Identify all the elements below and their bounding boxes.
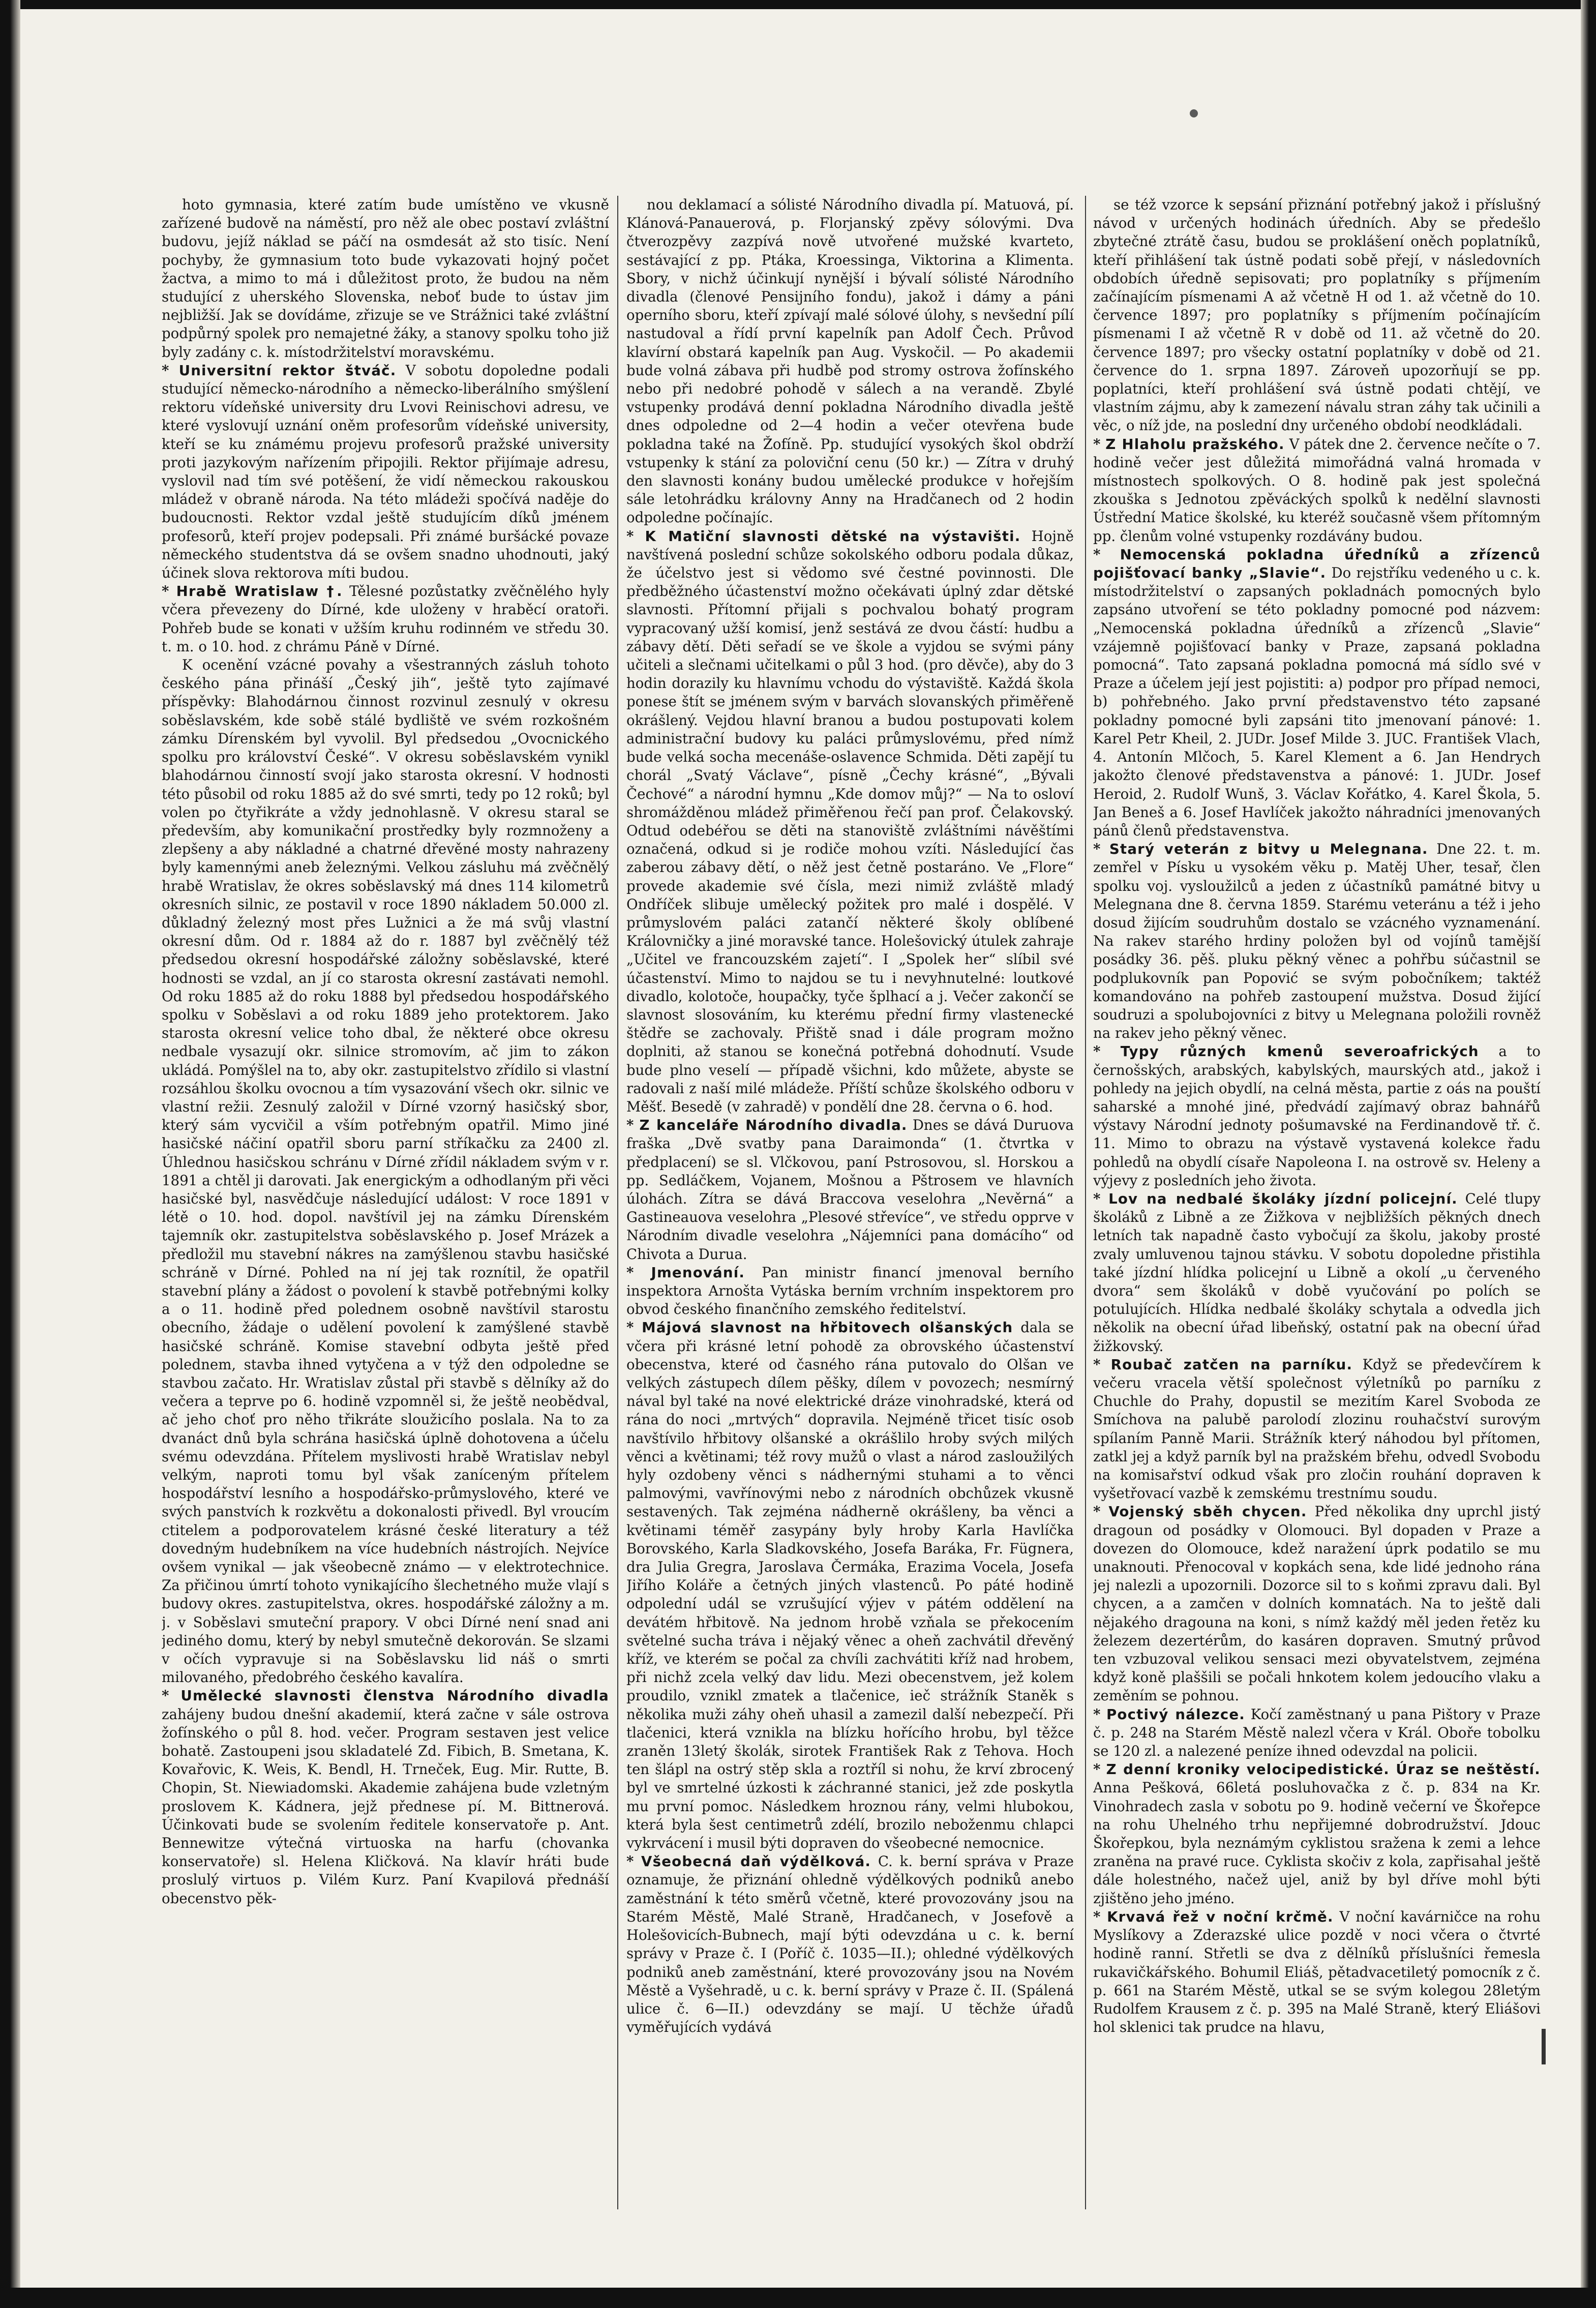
news-body: a to černošských, arabských, kabylských, maurských atd., jakož i pohledy na jejich obydlí, na celná města, partie z oás na pouští saharské a mnohé jiné, předvádí zajímavý obraz bahnářů výstavy Národní jednoty pošumavské na Ferdinandově tř. č. 11. Mimo to obrazu na výstavě vystavená kolekce řadu pohledů na obydlí císaře Napoleona I. na ostrově sv. Heleny a výjevy z posledních jeho života.: [1093, 1043, 1541, 1189]
news-headline: K Matiční slavnosti dětské na výstavišti.: [645, 527, 1021, 545]
news-headline: Umělecké slavnosti členstva Národního divadla: [180, 1687, 609, 1704]
news-headline: Starý veterán z bitvy u Melegnana.: [1109, 841, 1428, 858]
paragraph: hoto gymnasia, které zatím bude umístěno ve vkusně zařízené budově na náměstí, pro něž ale obec postaví zvláštní budovu, jejíž náklad se páčí na osmdesát až sto tisíc. Není pochyby, že gymnasium toto bude vykazovati hojný počet žactva, a mimo to má i důležitost proto, že budou na něm studující z uherského Slovenska, neboť bude to ústav jim nejbližší. Jak se dovídáme, zřizuje se ve Strážnici také zvláštní podpůrný spolek pro nemajetné žáky, a stanovy spolku toho již byly zadány c. k. místodržitelství moravskému.: [162, 196, 609, 361]
text-column-right: [1093, 196, 1541, 2209]
news-headline: Hrabě Wratislaw †.: [176, 583, 343, 600]
news-item: [626, 1852, 1074, 2036]
news-item: [626, 1318, 1074, 1852]
news-headline: Poctivý nálezce.: [1106, 1705, 1245, 1723]
news-headline: Z Hlaholu pražského.: [1105, 435, 1285, 453]
margin-mark: [1542, 2029, 1546, 2064]
news-item: [1093, 840, 1541, 1042]
news-item: [626, 1264, 1074, 1319]
paragraph: nou deklamací a sólisté Národního divadla pí. Matuová, pí. Klánová-Panauerová, p. Florjanský zpěvy sólovými. Dva čtverozpěvy zazpívá nově utvořené mužské kvarteto, sestávající z pp. Ptáka, Kroessinga, Viktorina a Klimenta. Sbory, v nichž účinkují nynější i bývalí sólisté Národního divadla (členové Pensijního fondu), jakož i dámy a páni operního sboru, kteří zpívají malé sólové úlohy, s nevšední pílí nastudoval a řídí první kapelník pan Adolf Čech. Průvod klavírní obstará kapelník pan Aug. Vyskočil. — Po akademii bude volná zábava při hudbě pod stromy ostrova žofínského nebo při nedobré pohodě v sálech a na verandě. Zbylé vstupenky prodává denní pokladna Národního divadla ještě dnes odpoledne od 2—4 hodin a večer otevřena bude pokladna také na Žofíně. Pp. studující vysokých škol obdrží vstupenky k stání za poloviční cenu (50 kr.) — Zítra v druhý den slavnosti konány budou umělecké produkce v hořejším sále letohrádku královny Anny na Hradčanech od 2 hodin odpoledne počínajíc.: [626, 196, 1074, 526]
news-body: Dne 22. t. m. zemřel v Písku u vysokém věku p. Matěj Uher, tesař, člen spolku voj. vysloužilců a jeden z účastníků památné bitvy u Melegnana dne 8. června 1859. Starému veteránu a též i jeho dosud žijícím soudruhům dostalo se vzácného vyznamenání. Na rakev starého hrdiny položen byl od vojínů tamější posádky 36. pěš. pluku pěkný věnec a pohřbu súčastnil se podplukovník pan Popović se svým pobočníkem; taktéž komandováno na pohřeb zastoupení mužstva. Dosud žijící soudruzi a spolubojovníci z bitvy u Melegnana položili rovněž na rakev jeho pěkný věnec.: [1093, 841, 1541, 1042]
asterisk-marker: *: [626, 1264, 651, 1281]
news-body: dala se včera při krásné letní pohodě za obrovského účastenství obecenstva, které od časného rána putovalo do Olšan ve velkých zástupech dílem pěšky, dílem v povozech; nesmírný nával byl také na nové elektrické dráze vinohradské, která od rána do noci „mrtvých“ dopravila. Nejméně třicet tisíc osob navštívilo hřbitovy olšanské a okrášlilo hroby svých milých věnci a květinami; též rovy mužů o vlast a národ zasloužilých hyly ozdobeny věnci s nádhernými stuhami a to věnci palmovými, vavřínovými nebo z národních obchůzek vkusně sestavených. Tak zejména nádherně okrášleny, ba věnci a květinami téměř zasypány byly hroby Karla Havlíčka Borovského, Karla Sladkovského, Josefa Baráka, Fr. Fügnera, dra Julia Gregra, Jaroslava Čermáka, Erazima Vocela, Josefa Jiřího Koláře a četných jiných vlastenců. Po páté hodině odpolední udál se vzrušující výjev v pátém oddělení na devátém hřbitově. Na jednom hrobě vzňala se překocením světelné sucha tráva i nějaký věnec a oheň zachvátil dřevěný kříž, ve kterém se počal za chvíli zachvátiti kříž nad hrobem, při nichž zcela velký dav lidu. Mezi obecenstvem, jež kolem proudilo, vznikl zmatek a tlačenice, ieč strážník Staněk s několika muži záhy oheň uhasil a zamezil další nebezpečí. Při tlačenici, která vznikla na blízku hořícího hrobu, byl těžce zraněn 13letý školák, sirotek František Rak z Tehova. Hoch ten šlápl na ostrý stěp skla a roztříl si nohu, že krví zbrocený byl ve smrtelné úzkosti k záchranné stanici, jež zde poskytla mu první pomoc. Následkem hroznou rány, velmi hlubokou, která byla šest centimetrů zdélí, brozilo neboženmu chlapci vykrvácení i musil býti dopraven do všeobecné nemocnice.: [626, 1319, 1074, 1852]
text-column-middle: [626, 196, 1074, 2209]
asterisk-marker: *: [1093, 435, 1106, 453]
news-body: Když se předevčírem k večeru vracela větší společnost výletníků po parníku z Chuchle do Prahy, dopustil se mezitím Karel Svoboda ze Smíchova na palubě parolodí zlozinu rouhačství surovým spílaním Panně Marii. Strážník který náhodou byl přítomen, zatkl jej a když parník byl na pražském břehu, odvedl Svobodu na komisařství odkud však pro zločin rouhání dopraven k vyšetřovací vazbě k zemskému trestnímu soudu.: [1093, 1356, 1541, 1502]
asterisk-marker: *: [1093, 1705, 1106, 1723]
asterisk-marker: *: [1093, 1043, 1121, 1060]
news-body: Před několika dny uprchl jistý dragoun od posádky v Olomouci. Byl dopaden v Praze a dovezen do Olomouce, kdež naražení úprk podatilo se mu unaknouti. Přenocoval v kopkách sena, kde lidé jednoho rána jej nalezli a upozornili. Dozorce sil to s koňmi zpravu dali. Byl chycen, a a zamčen v dolních komnatách. Na to ještě dali nějakého dragouna na koni, s nímž každý měl jeden řetěz ku železem dezertérům, do kasáren dopraven. Smutný průvod ten vzbuzoval velikou sensaci mezi obyvatelstvem, zejména když koně plaššili se počali hnkotem kolem jedoucího vlaku a zeměním se pohnou.: [1093, 1503, 1541, 1704]
news-item: [1093, 546, 1541, 840]
news-headline: Vojenský sběh chycen.: [1108, 1503, 1307, 1520]
news-item: [1093, 1760, 1541, 1908]
asterisk-marker: *: [1093, 546, 1120, 563]
news-item: [1093, 1503, 1541, 1705]
asterisk-marker: *: [1093, 1908, 1107, 1925]
asterisk-marker: *: [626, 1319, 642, 1336]
news-body: Tělesné pozůstatky zvěčnělého hyly včera převezeny do Dírné, kde uloženy v hraběcí oratoři. Pohřeb bude se konati v užším kruhu rodinném ve středu 30. t. m. o 10. hod. z chrámu Páně v Dírné.: [162, 583, 609, 655]
news-item: [1093, 1190, 1541, 1356]
asterisk-marker: *: [626, 1117, 640, 1134]
news-body: V noční kavárničce na rohu Myslíkovy a Zderazské ulice pozdě v noci včera o čtvrté hodině ranní. Střetli se dva z dělníků příslušníci řemesla rukavičkářského. Bohumil Eliáš, pětadvacetiletý pomocník z č. p. 661 na Starém Městě, utkal se se svým kolegou 28letým Rudolfem Krausem z č. p. 395 na Malé Straně, který Eliášovi hol sklenici tak prudce na hlavu,: [1093, 1908, 1541, 2036]
news-headline: Z kanceláře Národního divadla.: [639, 1117, 908, 1134]
news-body: Pan ministr financí jmenoval berního inspektora Arnošta Vytáska berním vrchním inspektorem pro obvod českého finančního zemského ředitelství.: [626, 1264, 1074, 1318]
news-item: [1093, 1705, 1541, 1761]
news-item: [1093, 1908, 1541, 2036]
asterisk-marker: *: [1093, 1761, 1106, 1778]
news-item: [1093, 1042, 1541, 1190]
news-body: Anna Pešková, 66letá posluhovačka z č. p. 834 na Kr. Vinohradech zasla v sobotu po 9. hodině večerní ve Škořepce na rohu Uhelného trhu nepřijemné dobrodružství. Jdouc Škořepkou, byla neznámým cyklistou sražena k zemi a lehce zraněna na pravé ruce. Cyklista skočiv z kola, zapřisahal ještě dále holestného, načež ujel, aniž by byl dříve mohl býti zjištěno jeho jméno.: [1093, 1779, 1541, 1907]
news-body: V pátek dne 2. července nečíte o 7. hodině večer jest důležitá mimořádná valná hromada v místnostech spolkových. O 8. hodině pak jest společná zkouška s Jednotou zpěváckých spolků k nedělní slavnosti Ústřední Matice školské, ku kteréž současně všem přítomným pp. členům volné vstupenky rozdávány budou.: [1093, 435, 1541, 545]
news-item: [1093, 435, 1541, 546]
paragraph: se též vzorce k sepsání přiznání potřebný jakož i příslušný návod v určených hodinách úředních. Aby se předešlo zbytečné ztrátě času, budou se proklášení oněch poplatníků, kteří přihlášení tak ústně podati sobě přejí, v následovních obdobích úředně sepisovati; pro poplatníky s příjmením začínajícím písmenami A až včetně H od 1. až včetně do 10. července 1897; pro poplatníky s příjmením počínajícím písmenami I až včetně R v době od 11. až včetně do 20. července 1897; pro všecky ostatní poplatníky v době od 21. července do 1. srpna 1897. Zároveň upozorňují se pp. poplatníci, kteří prohlášení svá ústně podati chtějí, ve vlastním zájmu, aby k zamezení návalu stran záhy tak učinili a věc, o níž jde, na poslední dny určeného období neodkládali.: [1093, 196, 1541, 434]
news-headline: Májová slavnost na hřbitovech olšanských: [642, 1319, 1013, 1336]
scan-border-bottom: [0, 2288, 1596, 2308]
column-rule: [1085, 196, 1086, 2209]
asterisk-marker: *: [1093, 1190, 1109, 1207]
news-body: Do rejstříku vedeného u c. k. místodržitelství o zapsaných pokladnách pomocných bylo zapsáno utvoření se této pokladny pomocné pod názvem: „Nemocenská pokladna úředníků a zřízenců „Slavie“ vzájemně pojišťovací banky v Praze, zapsaná pokladna pomocná“. Tato zapsaná pokladna pomocná má sídlo své v Praze a účelem její jest pojistiti: a) podpor pro případ nemoci, b) pohřebného. Jako první představenstvo této zapsané pokladny pomocné byli zapsáni tito jmenovaní pánové: 1. Karel Petr Kheil, 2. JUDr. Josef Milde 3. JUC. František Vlach, 4. Antonín Mlčoch, 5. Karel Klement a 6. Jan Hendrych jakožto členové představenstva a pánové: 1. JUDr. Josef Heroid, 2. Rudolf Wunš, 3. Václav Kořátko, 4. Karel Škola, 5. Jan Beneš a 6. Josef Havlíček jakožto náhradníci jmenovaných pánů členů představenstva.: [1093, 564, 1541, 839]
news-item: [626, 1116, 1074, 1264]
news-item: [162, 1687, 609, 1907]
news-headline: Jmenování.: [651, 1264, 745, 1281]
news-body: Celé tlupy školáků z Libně a ze Žižkova v nejbližších pěkných dnech letních tak napadně často vybočují za školu, jakoby prosté zvaly umluvenou tajnou stávku. V sobotu dopoledne přistihla také jízdní hlídka policejní u Libně a okolí „u červeného dvora“ sem školáků v době vyučování po polích se potulujících. Hlídka nedbalé školáky schytala a odvedla jich několik na obecní úřad libeňský, ostatní pak na obecní úřad žižkovský.: [1093, 1190, 1541, 1355]
news-item: [162, 362, 609, 582]
news-body: C. k. berní správa v Praze oznamuje, že přiznání ohledně výdělkových podniků anebo zaměstnání k této směrů včetně, které provozovány jsou na Starém Městě, Malé Straně, Hradčanech, v Josefově a Holešovicích-Bubnech, mají býti odevzdána u c. k. berní správy v Praze č. I (Poříč č. 1035—II.); ohledné výdělkových podniků aneb zaměstnání, které provozovány jsou na Novém Městě a Vyšehradě, u c. k. berní správy v Praze č. II. (Spálená ulice č. 6—II.) odevzdány se mají. U těchže úřadů vyměřujících vydává: [626, 1853, 1074, 2036]
asterisk-marker: *: [626, 1853, 642, 1870]
news-headline: Typy různých kmenů severoafrických: [1120, 1043, 1479, 1060]
asterisk-marker: *: [626, 527, 645, 545]
asterisk-marker: *: [162, 362, 179, 379]
news-item: [626, 527, 1074, 1117]
news-headline: Nemocenská pokladna úředníků a zřízenců pojišťovací banky „Slavie“.: [1093, 546, 1541, 582]
news-headline: Z denní kroniky velocipedistické. Úraz se neštěstí.: [1106, 1761, 1541, 1778]
text-column-left: [162, 196, 609, 2209]
news-headline: Krvavá řež v noční krčmě.: [1107, 1908, 1334, 1925]
news-body: Kočí zaměstnaný u pana Pištory v Praze č. p. 248 na Starém Městě nalezl včera v Král. Oboře tobolku se 120 zl. a nalezené peníze ihned odevzdal na policii.: [1093, 1705, 1541, 1760]
news-headline: Lov na nedbalé školáky jízdní policejní.: [1108, 1190, 1458, 1207]
scan-border-left: [0, 0, 20, 2308]
asterisk-marker: *: [1093, 1503, 1109, 1520]
news-headline: Roubač zatčen na parníku.: [1110, 1356, 1353, 1373]
news-headline: Všeobecná daň výdělková.: [641, 1853, 871, 1870]
news-body: zahájeny budou dnešní akademií, která začne v sále ostrova žofínského o půl 8. hod. večer. Program sestaven jest velice bohatě. Zastoupeni jsou skladatelé Zd. Fibich, B. Smetana, K. Kovařovic, K. Weis, K. Bendl, H. Trneček, Eug. Mir. Rutte, B. Chopin, St. Niewiadomski. Akademie zahájena bude vzletným proslovem K. Kádnera, jejž přednese pí. M. Bittnerová. Účinkovati bude se svolením ředitele konservatoře p. Ant. Bennewitze výtečná virtuoska na harfu (chovanka konservatoře) sl. Helena Kličková. Na klavír hráti bude proslulý virtuos p. Vilém Kurz. Paní Kvapilová přednáší obecenstvo pěk-: [162, 1705, 609, 1907]
scan-border-right: [1581, 0, 1596, 2308]
column-rule: [617, 196, 618, 2209]
asterisk-marker: *: [1093, 1356, 1111, 1373]
ink-blot: [1190, 109, 1198, 117]
news-item: [162, 582, 609, 656]
asterisk-marker: *: [1093, 841, 1109, 858]
news-headline: Universitní rektor štváč.: [178, 362, 397, 379]
news-body: V sobotu dopoledne podali studující německo-národního a německo-liberálního smýšlení rektoru vídeňské university dru Lvovi Reinischovi adresu, ve které vyslovují uznání oněm profesorům vídeňské university, kteří se ku známému projevu profesorů pražské university proti jazykovým nařízením připojili. Rektor přijímaje adresu, vyslovil nad tím své potěšení, že vidí německou rakouskou mládež v obraně národa. Na této mládeži spočívá naděje do budoucnosti. Rektor vzdal ještě studujícím díků jménem profesorů, kteří projev podepsali. Při známé buršácké povaze německého studentstva dá se ovšem snadno uhodnouti, jaký účinek slova rektorova míti budou.: [162, 362, 609, 582]
news-item: [1093, 1356, 1541, 1503]
scan-border-top: [0, 0, 1596, 9]
news-body: Dnes se dává Duruova fraška „Dvě svatby pana Daraimonda“ (1. čtvrtka v předplacení) se sl. Vlčkovou, paní Pstrosovou, sl. Horskou a pp. Sedláčkem, Vojanem, Mošnou a Pštrosem ve hlavních úlohách. Zítra se dává Braccova veselohra „Nevěrná“ a Gastineauova veselohra „Plesové střevíce“, ve středu opprve v Národním divadle veselohra „Nájemníci pana domácího“ od Chivota a Durua.: [626, 1117, 1074, 1263]
asterisk-marker: *: [162, 1687, 181, 1704]
asterisk-marker: *: [162, 583, 176, 600]
paragraph: K ocenění vzácné povahy a všestranných zásluh tohoto českého pána přináší „Český jih“, ještě tyto zajímavé příspěvky: Blahodárnou činnost rozvinul zesnulý v okresu soběslavském, kde sobě stálé bydliště ve svém rozkošném zámku Dírenském byl vyvolil. Byl předsedou „Ovocnického spolku pro království České“. V okresu soběslavském vynikl blahodárnou činností svojí jako starosta okresní. V hodnosti této působil od roku 1885 až do své smrti, tedy po 12 roků; byl volen po čtyřikráte a vždy jednohlasně. V okresu staral se především, aby komunikační prostředky byly rozmnoženy a zlepšeny a aby nákladné a chatrné dřevěné mosty nahrazeny byly kamennými aneb železnými. Velkou zásluhu má zvěčnělý hrabě Wratislav, že okres soběslavský má dnes 114 kilometrů okresních silnic, ze postavil v roce 1890 nákladem 50.000 zl. důkladný železný most přes Lužnici a že má svůj vlastní okresní dům. Od r. 1884 až do r. 1887 byl zvěčnělý též předsedou okresní hospodářské záložny soběslavské, které hodnosti se vzdal, an jí co starosta okresní zastávati nemohl. Od roku 1885 až do roku 1888 byl předsedou hospodářského spolku v Soběslavi a od roku 1889 jeho protektorem. Jako starosta okresní velice toho dbal, že některé obce okresu nedbale vysazují okr. silnice stromovím, ač jim to zákon ukládá. Pomýšlel na to, aby okr. zastupitelstvo zřídilo si vlastní rozsáhlou školku ovocnou a tím vysazování všech okr. silnic ve vlastní režii. Zesnulý založil v Dírné vzorný hasičský sbor, který sám vycvičil a vším potřebným opatřil. Mimo jiné hasičské náčiní opatřil sboru parní stříkačku za 2400 zl. Úhlednou hasičskou schránu v Dírné zřídil nákladem svým v r. 1891 a chtěl ji darovati. Jak energickým a odhodlaným při věci hasičské byl, nasvědčuje následující událost: V roce 1891 v létě o 10. hod. dopol. navštívil jej na zámku Dírenském tajemník okr. zastupitelstva soběslavského p. Josef Mrázek a předložil mu stavební nákres na zamýšlenou stavbu hasičské schráně v Dírné. Pohled na ní jej tak roznítil, že opatřil stavební plány a žádost o povolení k stavbě potřebnými kolky a o 11. hodině před polednem osobně navštívil starostu obecního, žádaje o udělení povolení k zamýšlené stavbě hasičské schráně. Komise stavební odbyta ještě před polednem, stavba ihned vytyčena a v týž den odpoledne se stavbou začato. Hr. Wratislav zůstal při stavbě s dělníky až do večera a teprve po 6. hodině vzpomněl si, že ještě neobědval, ač jeho choť pro něho třikráte sloužicího poslala. Na to za dvanáct dnů byla schrána hasičská úplně dohotovena a účelu svému odevzdána. Přítelem myslivosti hrabě Wratislav nebyl velkým, naproti tomu byl však zaníceným přítelem hospodářství lesního a hospodářsko-průmyslového, které ve svých panstvích k rozkvětu a dokonalosti přivedl. Byl vroucím ctitelem a podporovatelem krásné české literatury a též dovedným hudebníkem na více hudebních nástrojích. Nejvíce ovšem vynikal — jak všeobecně známo — v elektrotechnice. Za přičinou úmrtí tohoto vynikajícího šlechetného muže vlají s budovy okres. zastupitelstva, okres. hospodářské záložny a m. j. v Soběslavi smuteční prapory. V obci Dírné není snad ani jediného domu, který by nebyl smutečně dekorován. Se slzami v očích vypravuje si na Soběslavsku lid náš o smrti milovaného, předobrého českého kavalíra.: [162, 656, 609, 1686]
news-body: Hojně navštívená poslední schůze sokolského odboru podala důkaz, že účelstvo jest si vědomo své čestné povinnosti. Dle předběžného účastenství možno očekávati úplný zdar dětské slavnosti. Přítomní přijali s pochvalou bohatý program vypracovaný užší komisí, jenž sestává ze dvou částí: hudbu a zábavy dětí. Děti seřadí se ve škole a vyjdou se svými pány učiteli a slečnami učitelkami o půl 3 hod. (pro děvče), aby do 3 hodin dorazily ku hlavnímu vchodu do výstaviště. Každá škola ponese štít se jménem svým v barvách slovanských přiměřeně okrášlený. Vejdou hlavní branou a budou postupovati kolem administrační budovy ku paláci průmyslovému, před nímž bude velká socha mecenáše-oslavence Schmida. Děti zapějí tu chorál „Svatý Václave“, písně „Čechy krásné“, „Bývali Čechové“ a národní hymnu „Kde domov můj?“ — Na to osloví shromážděnou mládež přiměřenou řečí pan prof. Čelakovský. Odtud odebéřou se děti na stanoviště zvláštními návěštími označená, odkud si je rodiče mohou vzíti. Následující čas zaberou zábavy dětí, o něž jest četně postaráno. Ve „Flore“ provede akademie své čísla, mezi nimiž zvláště mladý Ondříček slibuje umělecký požitek pro malé i dospělé. V průmyslovém paláci zatančí některé školy oblíbené Královničky a jiné moravské tance. Holešovický útulek zahraje „Učitel ve francouzském zajetí“. I „Spolek her“ slíbil své účastenství. Mimo to najdou se tu i nevyhnutelné: loutkové divadlo, kolotoče, houpačky, tyče šplhací a j. Večer zakončí se slavnost slosováním, ku kterému přední firmy vlastenecké štědře se zachovaly. Přiště snad i dále program možno doplniti, až stanou se konečná potřebná dohodnutí. Vsude bude plno veselí — případě všichni, kdo můžete, abyste se radovali z naší milé mládeže. Příští schůze školského odboru v Měšť. Besedě (v zahradě) v pondělí dne 28. června o 6. hod.: [626, 527, 1074, 1115]
